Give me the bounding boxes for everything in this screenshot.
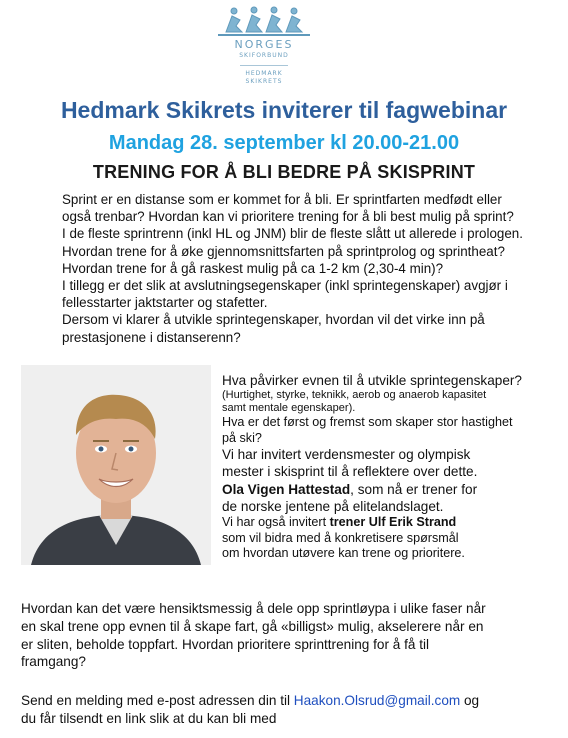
intro-line: fellesstarter jaktstarter og stafetter. bbox=[62, 295, 268, 311]
invite-line-strand bbox=[222, 515, 557, 531]
portrait-illustration bbox=[21, 365, 211, 565]
invite-line: de norske jentene på elitelandslaget. bbox=[222, 498, 444, 514]
signup-instructions bbox=[21, 692, 561, 728]
bottom-line: Hvordan kan det være hensiktsmessig å dele opp sprintløypa i ulike faser når bbox=[21, 601, 486, 616]
invite-line bbox=[222, 481, 557, 498]
signup-line-2: du får tilsendt en link slik at du kan bli med bbox=[21, 710, 277, 726]
intro-line: Dersom vi klarer å utvikle sprintegenskaper, hvordan vil det virke inn på bbox=[62, 312, 485, 328]
intro-line: også trenbar? Hvordan kan vi prioritere trening for å bli best mulig på sprint? bbox=[62, 209, 514, 225]
bottom-line: framgang? bbox=[21, 654, 86, 670]
page-title: Hedmark Skikrets inviterer til fagwebinar bbox=[60, 97, 508, 123]
question-detail: (Hurtighet, styrke, teknikk, aerob og anaerob kapasitet bbox=[222, 389, 487, 402]
intro-text bbox=[62, 191, 548, 346]
intro-line: prestasjonene i distanserenn? bbox=[62, 329, 241, 345]
speaker-name-hattestad: Ola Vigen Hattestad bbox=[222, 481, 351, 497]
invite-line: som vil bidra med å konkretisere spørsmål bbox=[222, 530, 459, 545]
intro-line: Hvordan trene for å gå raskest mulig på ca 1-2 km (2,30-4 min)? bbox=[62, 260, 444, 276]
speaker-description bbox=[222, 372, 557, 562]
intro-line: I tillegg er det slik at avslutningsegenskaper (inkl sprintegenskaper) avgjør i bbox=[62, 278, 508, 294]
question-detail: samt mentale egenskaper). bbox=[222, 402, 356, 415]
invite-line: mester i skisprint til å reflektere over dette. bbox=[222, 464, 478, 480]
logo-hedmark: HEDMARK bbox=[245, 70, 283, 77]
speaker-name-strand: trener Ulf Erik Strand bbox=[329, 515, 457, 530]
intro-line: Sprint er en distanse som er kommet for å bli. Er sprintfarten medfødt eller bbox=[62, 192, 502, 207]
question-sprint-development: Hva påvirker evnen til å utvikle sprintegenskaper? bbox=[222, 373, 522, 388]
skiers-emblem-icon bbox=[212, 6, 316, 38]
question-speed: Hva er det først og fremst som skaper stor hastighet bbox=[222, 415, 513, 430]
invite-line-rest: , som nå er trener for bbox=[350, 481, 478, 497]
signup-prefix: Send en melding med e-post adressen din til bbox=[21, 693, 294, 708]
norges-skiforbund-logo bbox=[212, 6, 316, 92]
speaker-portrait bbox=[21, 365, 211, 565]
webinar-headline: TRENING FOR Å BLI BEDRE PÅ SKISPRINT bbox=[92, 162, 476, 182]
signup-line bbox=[21, 692, 561, 710]
email-link[interactable]: Haakon.Olsrud@gmail.com bbox=[293, 693, 461, 708]
bottom-text bbox=[21, 600, 551, 671]
invite-prefix: Vi har også invitert bbox=[222, 515, 330, 530]
bottom-line: er sliten, beholde toppfart. Hvordan prioritere sprinttrening for å få til bbox=[21, 636, 430, 652]
logo-skiforbund: SKIFORBUND bbox=[239, 52, 289, 59]
event-date: Mandag 28. september kl 20.00-21.00 bbox=[108, 132, 460, 154]
invite-line: Vi har invitert verdensmester og olympisk bbox=[222, 447, 471, 463]
invite-line: om hvordan utøvere kan trene og prioritere. bbox=[222, 546, 465, 561]
question-speed: på ski? bbox=[222, 430, 262, 445]
intro-line: Hvordan trene for å øke gjennomsnittsfarten på sprintprolog og sprintheat? bbox=[62, 243, 505, 259]
logo-divider bbox=[240, 65, 288, 66]
intro-line: I de fleste sprintrenn (inkl HL og JNM) blir de fleste slått ut allerede i prologen. bbox=[62, 226, 523, 242]
logo-skikrets: SKIKRETS bbox=[245, 78, 283, 85]
bottom-line: en skal trene opp evnen til å skape fart, gå «billigst» mulig, akselerere når en bbox=[21, 618, 484, 634]
logo-norges: NORGES bbox=[234, 38, 294, 51]
signup-suffix: og bbox=[460, 693, 480, 708]
